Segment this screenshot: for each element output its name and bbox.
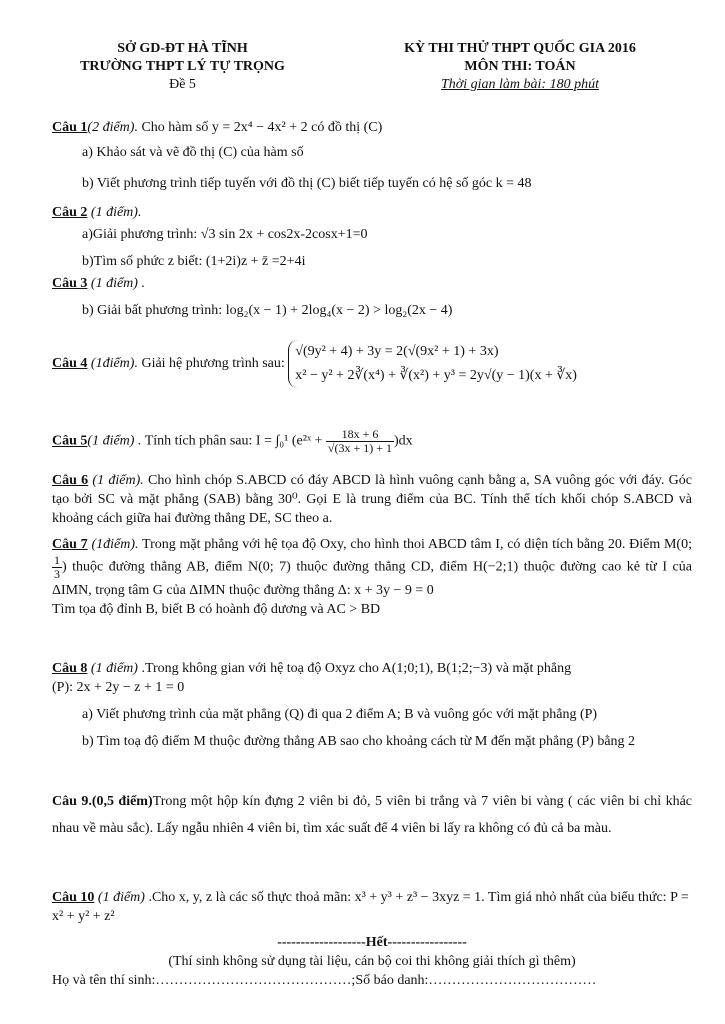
question-label: Câu 2 xyxy=(52,205,88,220)
question-points: (2 điểm). xyxy=(87,120,138,135)
exam-header xyxy=(355,40,685,94)
question-points: (1 điểm) . xyxy=(87,433,142,449)
question-6 xyxy=(52,471,692,528)
question-7 xyxy=(52,535,692,619)
question-4 xyxy=(52,340,692,388)
exam-code: Đề 5 xyxy=(169,77,196,92)
question-2 xyxy=(52,203,692,271)
question-label: Câu 1 xyxy=(52,120,88,135)
part-b: b) Giải bất phương trình: log₂(x − 1) + 2log₄(x − 2) > log₂(2x − 4) xyxy=(82,303,453,318)
question-points: (1 điểm). xyxy=(87,205,142,220)
question-text: Trong một hộp kín đựng 2 viên bi đỏ, 5 viên bi trắng và 7 viên bi vàng ( các viên bi chỉ khác nhau về màu sắc). Lấy ngẫu nhiên 4 viên bi, tìm xác suất để 4 viên bi lấy ra không có đủ cả ba màu. xyxy=(52,794,692,836)
subject: MÔN THI: TOÁN xyxy=(464,59,576,74)
exam-title: KỲ THI THỬ THPT QUỐC GIA 2016 xyxy=(404,41,636,56)
question-8 xyxy=(52,659,692,751)
question-points: (1 điểm) xyxy=(94,890,145,905)
question-points: (1điểm). xyxy=(87,537,139,552)
question-label: Câu 3 xyxy=(52,276,88,291)
question-label: Câu 9.(0,5 điểm) xyxy=(52,794,153,809)
part-a: a)Giải phương trình: √3 sin 2x + cos2x-2cosx+1=0 xyxy=(82,227,368,242)
part-b: b) Tìm toạ độ điểm M thuộc đường thẳng AB sao cho khoảng cách từ M đến mặt phẳng (P) bằng 2 xyxy=(82,734,636,749)
question-9 xyxy=(52,788,692,842)
m-coordinate-fraction xyxy=(52,554,62,581)
exam-note: (Thí sinh không sử dụng tài liệu, cán bộ coi thi không giải thích gì thêm) xyxy=(168,954,576,969)
plane-equation: (P): 2x + 2y − z + 1 = 0 xyxy=(52,680,185,695)
question-text: .Cho x, y, z là các số thực thoả mãn: x³ + y³ + z³ − 3xyz = 1. Tìm giá nhỏ nhất của biểu thức: P = x² + y² + z² xyxy=(52,890,689,924)
question-label: Câu 6 xyxy=(52,473,89,488)
part-a: a) Viết phương trình của mặt phẳng (Q) đi qua 2 điểm A; B và vuông góc với mặt phẳng (P) xyxy=(82,707,598,722)
fraction-numerator: 18x + 6 xyxy=(326,428,394,442)
question-label: Câu 10 xyxy=(52,890,95,905)
question-10 xyxy=(52,888,692,926)
equation-system xyxy=(288,340,577,388)
fraction-denominator: 3 xyxy=(54,567,60,581)
question-text: Giải hệ phương trình sau: xyxy=(137,356,289,372)
fraction-denominator: √(3x + 1) + 1 xyxy=(327,441,393,455)
question-points: (1 điểm). xyxy=(88,473,144,488)
question-points: (1 điểm) . xyxy=(87,276,145,291)
question-points: (1điểm). xyxy=(87,356,138,372)
question-text: Cho hình chóp S.ABCD có đáy ABCD là hình vuông cạnh bằng a, SA vuông góc với đáy. Góc tạo bởi SC và mặt phẳng (SAB) bằng 30⁰. Gọi E là trung điểm của BC. Tính thể tích khối chóp S.ABCD và khoảng cách giữa hai đường thẳng DE, SC theo a. xyxy=(52,473,692,526)
question-text: .Trong không gian với hệ toạ độ Oxyz cho A(1;0;1), B(1;2;−3) và mặt phẳng xyxy=(137,661,572,676)
question-5 xyxy=(52,428,692,455)
question-text-1: Trong mặt phẳng với hệ tọa độ Oxy, cho hình thoi ABCD tâm I, có diện tích bằng 20. Điểm M(0; xyxy=(138,537,692,552)
department-name: SỞ GD-ĐT HÀ TĨNH xyxy=(117,41,248,56)
part-b: b)Tìm số phức z biết: (1+2i)z + z̄ =2+4i xyxy=(82,254,306,269)
question-text: Cho hàm số y = 2x⁴ − 4x² + 2 có đồ thị (C) xyxy=(137,120,383,135)
question-label: Câu 4 xyxy=(52,356,88,372)
school-header xyxy=(40,40,325,94)
time-limit: Thời gian làm bài: 180 phút xyxy=(441,77,599,92)
fraction-numerator: 1 xyxy=(54,553,60,567)
question-1 xyxy=(52,118,692,193)
part-b: b) Viết phương trình tiếp tuyến với đồ thị (C) biết tiếp tuyến có hệ số góc k = 48 xyxy=(82,176,532,191)
equation-1: √(9y² + 4) + 3y = 2(√(9x² + 1) + 3x) xyxy=(295,344,499,359)
part-a: a) Khảo sát và vẽ đồ thị (C) của hàm số xyxy=(82,145,304,160)
school-name: TRƯỜNG THPT LÝ TỰ TRỌNG xyxy=(80,59,285,74)
integral-text: Tính tích phân sau: I = ∫₀¹ (e²ˣ + xyxy=(141,433,326,449)
integral-end: )dx xyxy=(394,433,413,449)
question-points: (1 điểm) xyxy=(87,661,138,676)
end-marker: -------------------Hết----------------- xyxy=(277,935,467,950)
question-label: Câu 8 xyxy=(52,661,88,676)
integral-fraction xyxy=(326,428,394,455)
question-label: Câu 5 xyxy=(52,433,88,449)
candidate-info-line: Họ và tên thí sinh:……………………………………;Số báo danh:……………………………… xyxy=(52,973,597,988)
question-3 xyxy=(52,274,692,320)
question-text-2: ) thuộc đường thẳng AB, điểm N(0; 7) thuộc đường thẳng CD, điểm H(−2;1) thuộc đường cao kẻ từ I của ΔIMN, trọng tâm G của ΔIMN thuộc đường thẳng Δ: x + 3y − 9 = 0 xyxy=(52,559,692,598)
question-text-3: Tìm tọa độ đỉnh B, biết B có hoành độ dương và AC > BD xyxy=(52,602,381,617)
question-label: Câu 7 xyxy=(52,537,88,552)
equation-2: x² − y² + 2∛(x⁴) + ∛(x²) + y³ = 2y√(y − 1)(x + ∛x) xyxy=(295,368,577,383)
